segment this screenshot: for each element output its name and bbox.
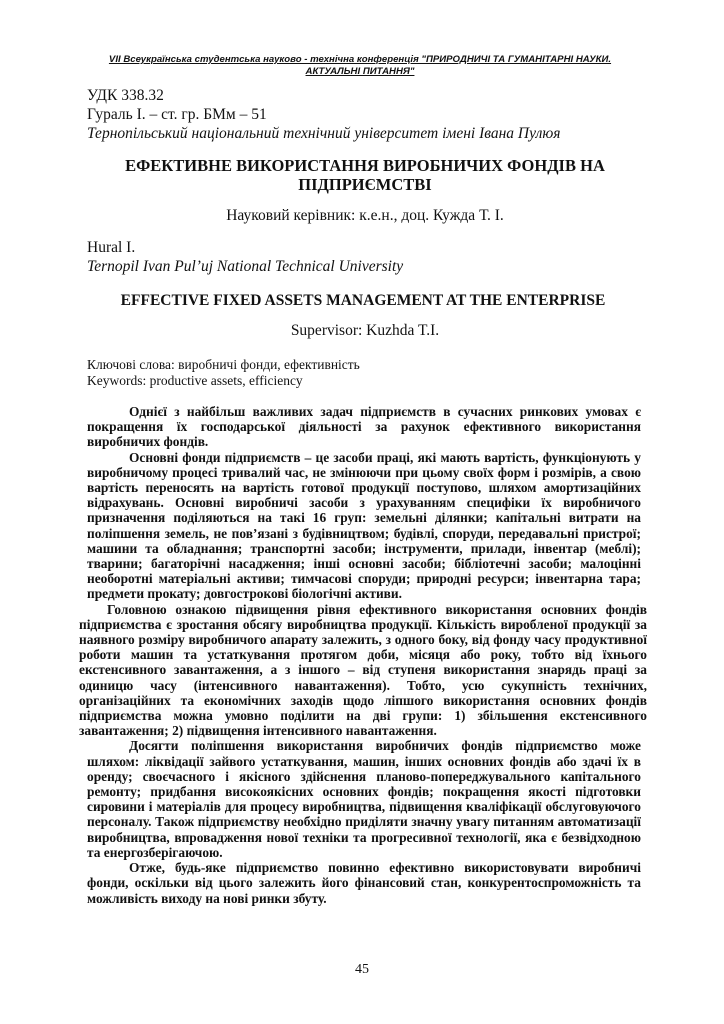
supervisor-ua: Науковий керівник: к.е.н., доц. Кужда Т. І.: [226, 207, 504, 224]
paper-title-ua: ЕФЕКТИВНЕ ВИКОРИСТАННЯ ВИРОБНИЧИХ ФОНДІВ НА ПІДПРИЄМСТВІ: [125, 156, 605, 194]
paragraph-5: Отже, будь-яке підприємство повинно ефективно використовувати виробничі фонди, оскільки від цього залежить його фінансовий стан, конкурентоспроможність та можливість виходу на нові ринки збуту.: [87, 860, 641, 906]
supervisor-en: Supervisor: Kuzhda T.I.: [290, 322, 440, 339]
page-number: 45: [355, 962, 369, 977]
header-line-2: АКТУАЛЬНІ ПИТАННЯ": [305, 65, 415, 77]
paragraph-4: Досягти поліпшення використання виробничих фондів підприємство може шляхом: ліквідації зайвого устаткування, машин, інших основних фондів або здачі їх в оренду; своєчасного і якісного здійснення планово-попереджувального капітального ремонту; придбання високоякісних основних фондів; покращення якості підготовки сировини і матеріалів для процесу виробництва, підвищення кваліфікації обслуговуючого персоналу. Також підприємству необхідно приділяти значну увагу питанням автоматизації виробництва, впровадження нової техніки та прогресивної технології, яка є безвідходною та енергозберігаючою.: [87, 738, 641, 860]
paper-title-en: EFFECTIVE FIXED ASSETS MANAGEMENT AT THE ENTERPRISE: [120, 292, 606, 309]
paragraph-2: Основні фонди підприємств – це засоби праці, які мають вартість, функціонують у виробничому процесі тривалий час, не змінюючи при цьому своїх форм і розмірів, а свою вартість переносять на вартість готової продукції поступово, шляхом амортизаційних відрахувань. Основні виробничі засоби з урахуванням специфіки їх виробничого призначення поділяються на такі 16 груп: земельні ділянки; капітальні витрати на поліпшення земель, не пов’язані з будівництвом; будівлі, споруди, передавальні пристрої; машини та обладнання; транспортні засоби; інструменти, прилади, інвентар (меблі); тварини; багаторічні насадження; інші основні засоби; бібліотечні засоби; малоцінні необоротні матеріальні активи; тимчасові споруди; природні ресурси; інвентарна тара; предмети прокату; довгострокові біологічні активи.: [87, 449, 641, 602]
keywords-block: [87, 357, 360, 389]
header-line-1: VII Всеукраїнська студентська науково - технічна конференція "ПРИРОДНИЧІ ТА ГУМАНІТАРНІ НАУКИ.: [108, 54, 612, 65]
author-en: Hural I.: [87, 239, 136, 256]
author-ua: Гураль І. – ст. гр. БМм – 51: [87, 106, 267, 123]
udc-code: УДК 338.32: [87, 87, 164, 104]
author-block-en: [87, 238, 403, 276]
affiliation-en: Ternopil Ivan Pul’uj National Technical University: [87, 258, 404, 275]
keywords-en: Keywords: productive assets, efficiency: [87, 373, 303, 388]
conference-header: [90, 54, 630, 77]
body-text: [79, 404, 647, 906]
paragraph-1: Однієї з найбільш важливих задач підприємств в сучасних ринкових умовах є покращення їх господарської діяльності за рахунок ефективного використання виробничих фондів.: [87, 404, 641, 450]
affiliation-ua: Тернопільський національний технічний університет імені Івана Пулюя: [87, 125, 561, 142]
keywords-ua: Ключові слова: виробничі фонди, ефективність: [87, 357, 360, 372]
author-block-ua: [87, 86, 560, 143]
paragraph-3: Головною ознакою підвищення рівня ефективного використання основних фондів підприємства є зростання обсягу виробництва продукції. Кількість виробленої продукції за наявного розміру виробничого апарату залежить, з одного боку, від фонду часу продуктивної роботи машин та устаткування протягом доби, місяця або року, тобто від їхнього екстенсивного завантаження, а з іншого – від ступеня використання знарядь праці за одиницю часу (інтенсивного навантаження). Тобто, усю сукупність технічних, організаційних та економічних заходів щодо ліпшого використання основних фондів підприємства можна умовно поділити на дві групи: 1) збільшення екстенсивного завантаження; 2) підвищення інтенсивного навантаження.: [79, 601, 647, 739]
